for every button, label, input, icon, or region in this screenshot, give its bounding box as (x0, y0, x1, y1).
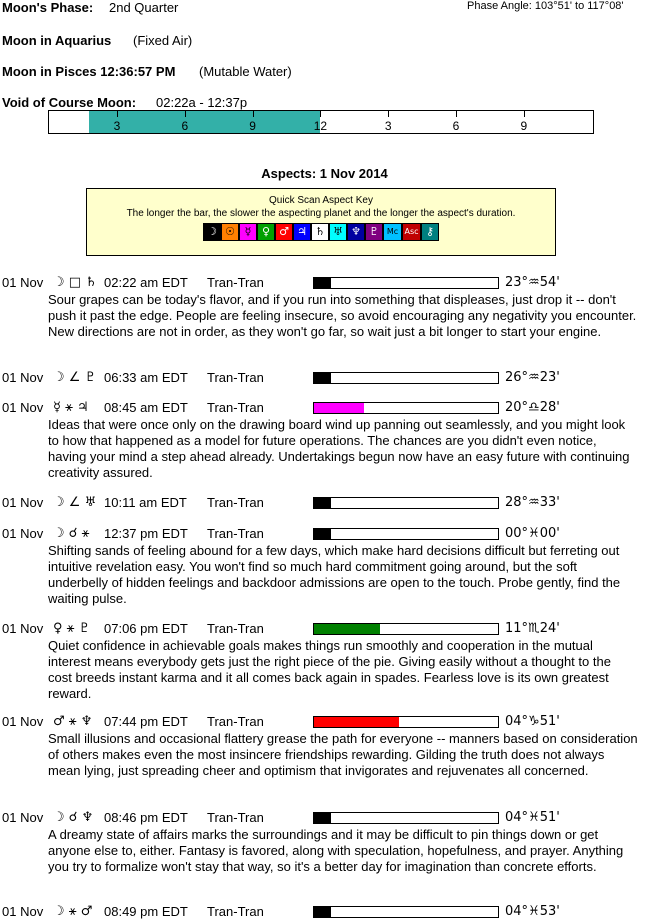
aspect-interpretation: Shifting sands of feeling abound for a few days, which make hard decisions difficult but ferreting out intuitive revelation easy. You won't find so much hard commitment going around, but the soft underbelly of hidden feelings and backdoor admissions are open to the touch. Probe gently, find the waiting pulse. (48, 543, 621, 606)
aspect-glyphs: ♂ ⚹ ♆ (53, 714, 93, 729)
aspect-time: 12:37 pm EDT (104, 526, 188, 541)
aspect-date: 01 Nov (2, 526, 44, 541)
aspect-glyphs: ☿ ⚹ ♃ (53, 400, 89, 415)
aspect-date: 01 Nov (2, 370, 44, 385)
aspect-duration-fill (314, 717, 399, 727)
aspect-type: Tran-Tran (207, 495, 264, 510)
aspect-time: 06:33 am EDT (104, 370, 188, 385)
aspect-key-swatch: ♅ (329, 223, 347, 241)
aspects-title: Aspects: 1 Nov 2014 (261, 166, 388, 181)
aspect-duration-bar (313, 497, 499, 509)
aspect-duration-fill (314, 813, 331, 823)
timeline-tick-label: 3 (113, 119, 121, 133)
aspect-key-swatch: ♀ (257, 223, 275, 241)
aspect-duration-bar (313, 716, 499, 728)
aspect-header (2, 621, 647, 638)
aspect-duration-bar (313, 528, 499, 540)
aspect-date: 01 Nov (2, 400, 44, 415)
timeline-tick-label: 3 (384, 119, 392, 133)
timeline-tick (320, 111, 321, 117)
aspect-entry (2, 526, 647, 607)
aspect-key-description: The longer the bar, the slower the aspecting planet and the longer the aspect's duration. (126, 208, 516, 219)
aspect-duration-fill (314, 529, 331, 539)
aspect-date: 01 Nov (2, 275, 44, 290)
aspect-type: Tran-Tran (207, 275, 264, 290)
timeline-tick-label: 6 (452, 119, 460, 133)
aspect-key-swatch: ♃ (293, 223, 311, 241)
aspect-entry (2, 275, 647, 340)
aspect-header (2, 810, 647, 827)
aspect-glyphs: ☽ ∠ ♇ (53, 370, 97, 385)
timeline-tick (524, 111, 525, 117)
aspect-duration-fill (314, 278, 331, 288)
aspect-key-swatch: ♇ (365, 223, 383, 241)
aspect-entry (2, 714, 647, 779)
aspect-duration-fill (314, 907, 331, 917)
timeline-tick-label: 12 (313, 119, 328, 133)
aspect-entry (2, 400, 647, 481)
aspect-duration-fill (314, 373, 331, 383)
aspect-time: 08:45 am EDT (104, 400, 188, 415)
aspect-type: Tran-Tran (207, 621, 264, 636)
aspect-header (2, 526, 647, 543)
aspect-header (2, 370, 647, 387)
aspect-key-swatch: ♂ (275, 223, 293, 241)
aspect-duration-bar (313, 402, 499, 414)
aspect-date: 01 Nov (2, 495, 44, 510)
aspect-key-title: Quick Scan Aspect Key (269, 195, 373, 206)
aspect-duration-bar (313, 623, 499, 635)
phase-label: Moon's Phase: (2, 0, 94, 15)
aspect-type: Tran-Tran (207, 904, 264, 919)
aspect-key-swatch: Asc (402, 223, 421, 241)
aspect-position: 23°♒54' (505, 275, 560, 290)
timeline-tick (117, 111, 118, 117)
aspect-type: Tran-Tran (207, 714, 264, 729)
aspect-glyphs: ☽ ∠ ♅ (53, 495, 97, 510)
aspect-time: 07:44 pm EDT (104, 714, 188, 729)
aspect-key-swatch: Mc (383, 223, 402, 241)
aspect-time: 08:49 pm EDT (104, 904, 188, 919)
timeline-tick-label: 9 (520, 119, 528, 133)
aspect-duration-fill (314, 403, 364, 413)
aspect-duration-bar (313, 372, 499, 384)
aspect-date: 01 Nov (2, 810, 44, 825)
aspect-header (2, 904, 647, 921)
aspect-entry (2, 495, 647, 512)
aspect-glyphs: ☽ □ ♄ (53, 275, 97, 290)
timeline-tick-label: 6 (181, 119, 189, 133)
aspect-time: 02:22 am EDT (104, 275, 188, 290)
aspect-key-swatch: ☿ (239, 223, 257, 241)
aspect-position: 28°♒33' (505, 495, 560, 510)
aspect-header (2, 400, 647, 417)
aspect-duration-bar (313, 277, 499, 289)
aspect-position: 04°♓51' (505, 810, 560, 825)
aspect-position: 11°♏24' (505, 621, 560, 636)
timeline-tick (456, 111, 457, 117)
aspect-glyphs: ☽ ⚹ ♂ (53, 904, 93, 919)
aspect-position: 00°♓00' (505, 526, 560, 541)
aspect-time: 07:06 pm EDT (104, 621, 188, 636)
moon-in-pisces-type: (Mutable Water) (199, 64, 292, 79)
aspect-interpretation: Small illusions and occasional flattery grease the path for everyone -- manners based on consideration of others makes even the most insincere friendships rewarding. Gilding the truth does not always mean lying, just spreading cheer and optimism that invigorates and rejuvenates all concerned. (48, 731, 638, 778)
aspect-interpretation: Quiet confidence in achievable goals makes things run smoothly and cooperation in the mutual interest means everybody gets just the right piece of the pie. Giving easily without a thought to the cost breeds instant karma and it all comes back again in spades. Fearless love is its own greatest reward. (48, 638, 611, 701)
void-of-course-fill (89, 111, 321, 133)
aspect-position: 04°♑51' (505, 714, 560, 729)
aspect-entry (2, 904, 647, 921)
aspect-interpretation: Ideas that were once only on the drawing board wind up panning out seamlessly, and you might look to how that happened as a model for future operations. The chances are you didn't even notice, having your mind a step ahead already. Undertakings begun now have an easy future with continuing creativity assured. (48, 417, 630, 480)
aspect-time: 08:46 pm EDT (104, 810, 188, 825)
aspect-time: 10:11 am EDT (104, 495, 187, 510)
aspect-type: Tran-Tran (207, 526, 264, 541)
aspect-interpretation: Sour grapes can be today's flavor, and if you run into something that displeases, just drop it -- don't push it past the edge. People are feeling insecure, so avoid encouraging any negativity you encounter. New directions are not in order, as they won't go far, so wait just a bit longer to start your engine. (48, 292, 637, 339)
aspect-entry (2, 370, 647, 387)
aspect-header (2, 714, 647, 731)
timeline-tick (388, 111, 389, 117)
aspect-position: 20°♎28' (505, 400, 560, 415)
aspect-header (2, 275, 647, 292)
aspect-duration-bar (313, 812, 499, 824)
aspect-type: Tran-Tran (207, 370, 264, 385)
aspect-type: Tran-Tran (207, 810, 264, 825)
aspect-header (2, 495, 647, 512)
voc-times: 02:22a - 12:37p (156, 95, 248, 110)
timeline-tick (185, 111, 186, 117)
moon-in-aquarius: Moon in Aquarius (2, 33, 112, 48)
aspect-date: 01 Nov (2, 904, 44, 919)
aspect-duration-fill (314, 624, 380, 634)
aspect-entry (2, 810, 647, 875)
aspect-key-swatch: ⚷ (421, 223, 439, 241)
voc-label: Void of Course Moon: (2, 95, 137, 110)
aspect-duration-bar (313, 906, 499, 918)
aspect-key-swatch: ☽ (203, 223, 221, 241)
aspect-interpretation: A dreamy state of affairs marks the surroundings and it may be difficult to pin things down or get anyone else to, either. Fantasy is favored, along with speculation, hopefulness, and prayer. Anything you try to formalize won't stay that way, so it's a better day for imagination than concrete efforts. (48, 827, 624, 874)
timeline-tick (253, 111, 254, 117)
aspect-key-swatches (87, 223, 555, 241)
aspect-entry (2, 621, 647, 702)
aspect-key-swatch: ☉ (221, 223, 239, 241)
moon-in-aquarius-type: (Fixed Air) (133, 33, 193, 48)
void-of-course-timeline (48, 110, 594, 134)
aspect-duration-fill (314, 498, 331, 508)
phase-angle: Phase Angle: 103°51' to 117°08' (467, 0, 624, 12)
aspect-key-swatch: ♆ (347, 223, 365, 241)
aspect-key-box (86, 188, 556, 256)
aspect-key-swatch: ♄ (311, 223, 329, 241)
aspect-glyphs: ♀ ⚹ ♇ (53, 621, 91, 636)
aspect-position: 26°♒23' (505, 370, 560, 385)
phase-value: 2nd Quarter (109, 0, 179, 15)
aspect-position: 04°♓53' (505, 904, 560, 919)
aspect-glyphs: ☽ ☌ ⚹ (53, 526, 90, 541)
moon-in-pisces: Moon in Pisces 12:36:57 PM (2, 64, 176, 79)
timeline-tick-label: 9 (249, 119, 256, 133)
aspect-date: 01 Nov (2, 621, 44, 636)
aspect-date: 01 Nov (2, 714, 44, 729)
aspect-glyphs: ☽ ☌ ♆ (53, 810, 94, 825)
aspect-type: Tran-Tran (207, 400, 264, 415)
